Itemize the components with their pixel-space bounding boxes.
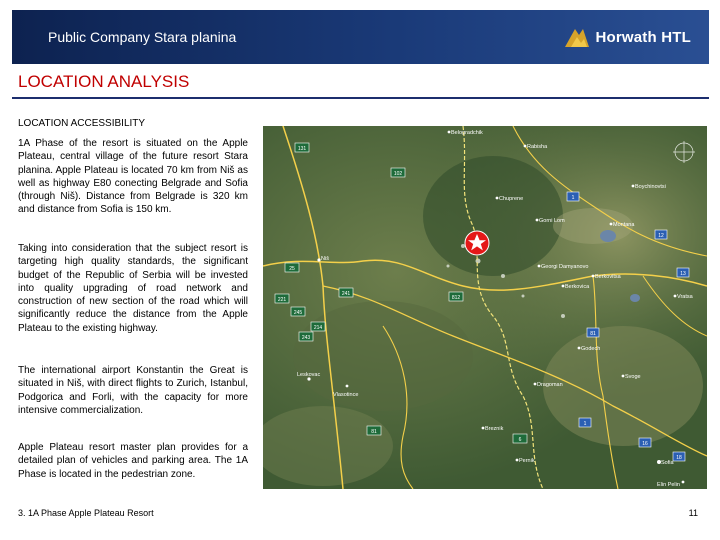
svg-text:Vratsa: Vratsa: [677, 294, 693, 300]
svg-text:Niš: Niš: [321, 256, 329, 262]
svg-text:81: 81: [371, 429, 377, 435]
horwath-logo: [563, 24, 691, 50]
svg-text:221: 221: [277, 297, 287, 303]
satellite-map: [263, 126, 707, 489]
svg-text:812: 812: [451, 295, 461, 301]
svg-text:Gorni Lom: Gorni Lom: [539, 218, 565, 224]
company-name: Public Company Stara planina: [48, 29, 237, 45]
svg-text:81: 81: [590, 331, 596, 337]
svg-text:Breznik: Breznik: [485, 426, 504, 432]
svg-text:Boychinovtsi: Boychinovtsi: [635, 184, 666, 190]
svg-text:243: 243: [301, 335, 311, 341]
paragraph: The international airport Konstantin the Great is situated in Niš, with direct flights to Zurich, Istanbul, Podgorica and Forli, with the capacity for more intensive commercialization.: [18, 365, 248, 416]
svg-text:Pernik: Pernik: [519, 458, 535, 464]
horwath-mountain-icon: [563, 25, 591, 49]
svg-text:Elin Pelin: Elin Pelin: [657, 482, 680, 488]
page-number: 11: [688, 508, 698, 518]
svg-text:Berkovitsa: Berkovitsa: [595, 274, 621, 280]
svg-text:Vlasotince: Vlasotince: [333, 392, 359, 398]
svg-text:18: 18: [676, 455, 682, 461]
svg-text:Berkovica: Berkovica: [565, 284, 590, 290]
svg-text:Godech: Godech: [581, 346, 601, 352]
svg-text:Belogradchik: Belogradchik: [451, 130, 483, 136]
svg-text:102: 102: [393, 171, 403, 177]
section-heading: LOCATION ACCESSIBILITY: [18, 118, 146, 129]
svg-text:1: 1: [583, 421, 587, 427]
svg-text:1: 1: [571, 195, 575, 201]
svg-text:Leskovac: Leskovac: [297, 372, 321, 378]
svg-text:Montana: Montana: [613, 222, 635, 228]
paragraph: 1A Phase of the resort is situated on the Apple Plateau, central village of the future resort Stara planina. Apple Plateau is located 70 km from Niš as well as highway E80 conecting Belgrade and Sofia (through Niš). Distance from Belgrade is 320 km and distance from Sofia is 150 km.: [18, 138, 248, 216]
resort-location-marker: [465, 231, 489, 255]
svg-text:16: 16: [642, 441, 648, 447]
svg-text:Dragoman: Dragoman: [537, 382, 563, 388]
paragraph: Taking into consideration that the subject resort is targeting high quality standards, the significant budget of the Republic of Serbia will be invested into quality upgrading of road network and construction of new section of the road which will significantly reduce the distance from the Apple Plateau to the existing highway.: [18, 243, 248, 334]
svg-text:Svoge: Svoge: [625, 374, 641, 380]
svg-text:12: 12: [658, 233, 664, 239]
svg-text:25: 25: [289, 266, 295, 272]
svg-text:Sofia: Sofia: [661, 460, 674, 466]
svg-text:Rabisha: Rabisha: [527, 144, 548, 150]
footer-caption: 3. 1A Phase Apple Plateau Resort: [18, 508, 154, 518]
paragraph: Apple Plateau resort master plan provides for a detailed plan of vehicles and parking area. The 1A Phase is located in the pedestrian zone.: [18, 442, 248, 480]
svg-text:Chuprene: Chuprene: [499, 196, 524, 202]
header-banner: [12, 10, 709, 64]
svg-text:13: 13: [680, 271, 686, 277]
svg-text:245: 245: [293, 310, 303, 316]
svg-text:Georgi Damyanovo: Georgi Damyanovo: [541, 264, 589, 270]
satellite-map-image: [263, 126, 707, 489]
svg-text:6: 6: [518, 437, 522, 443]
svg-text:241: 241: [341, 291, 351, 297]
title-divider: [12, 97, 709, 99]
svg-text:214: 214: [313, 325, 323, 331]
svg-text:131: 131: [297, 146, 307, 152]
logo-text: Horwath HTL: [595, 28, 691, 46]
page-title: LOCATION ANALYSIS: [18, 72, 190, 91]
